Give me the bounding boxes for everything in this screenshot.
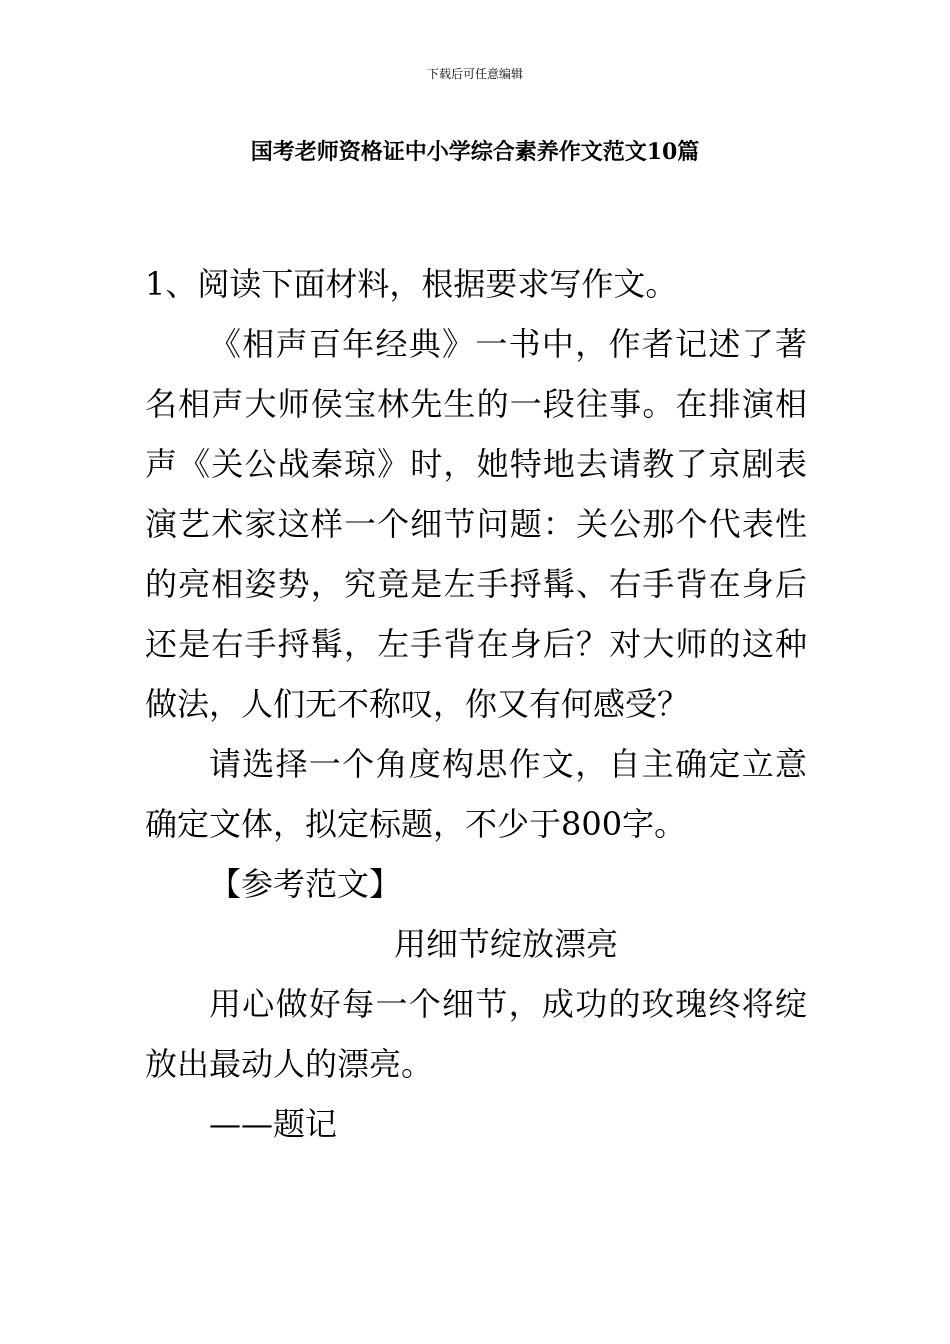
- page-title: 国考老师资格证中小学综合素养作文范文10篇: [250, 139, 700, 165]
- requirement-paragraph: 请选择一个角度构思作文，自主确定立意确定文体，拟定标题，不少于800字。: [145, 745, 807, 843]
- header-note: 下载后可任意编辑: [426, 67, 523, 81]
- epigraph: 用心做好每一个细节，成功的玫瑰终将绽放出最动人的漂亮。: [145, 985, 807, 1083]
- epigraph-attribution: ——题记: [209, 1105, 338, 1143]
- material-paragraph: 《相声百年经典》一书中，作者记述了著名相声大师侯宝林先生的一段往事。在排演相声《关公战秦琼》时，她特地去请教了京剧表演艺术家这样一个细节问题：关公那个代表性的亮相姿势，究竟是左手捋髯、右手背在身后还是右手捋髯，左手背在身后？对大师的这种做法，人们无不称叹，你又有何感受？: [145, 325, 807, 723]
- essay-title: 用细节绽放漂亮: [393, 925, 618, 963]
- reference-label: 【参考范文】: [209, 865, 402, 903]
- document-body: [145, 254, 807, 1154]
- question-line: 1、阅读下面材料，根据要求写作文。: [145, 265, 678, 303]
